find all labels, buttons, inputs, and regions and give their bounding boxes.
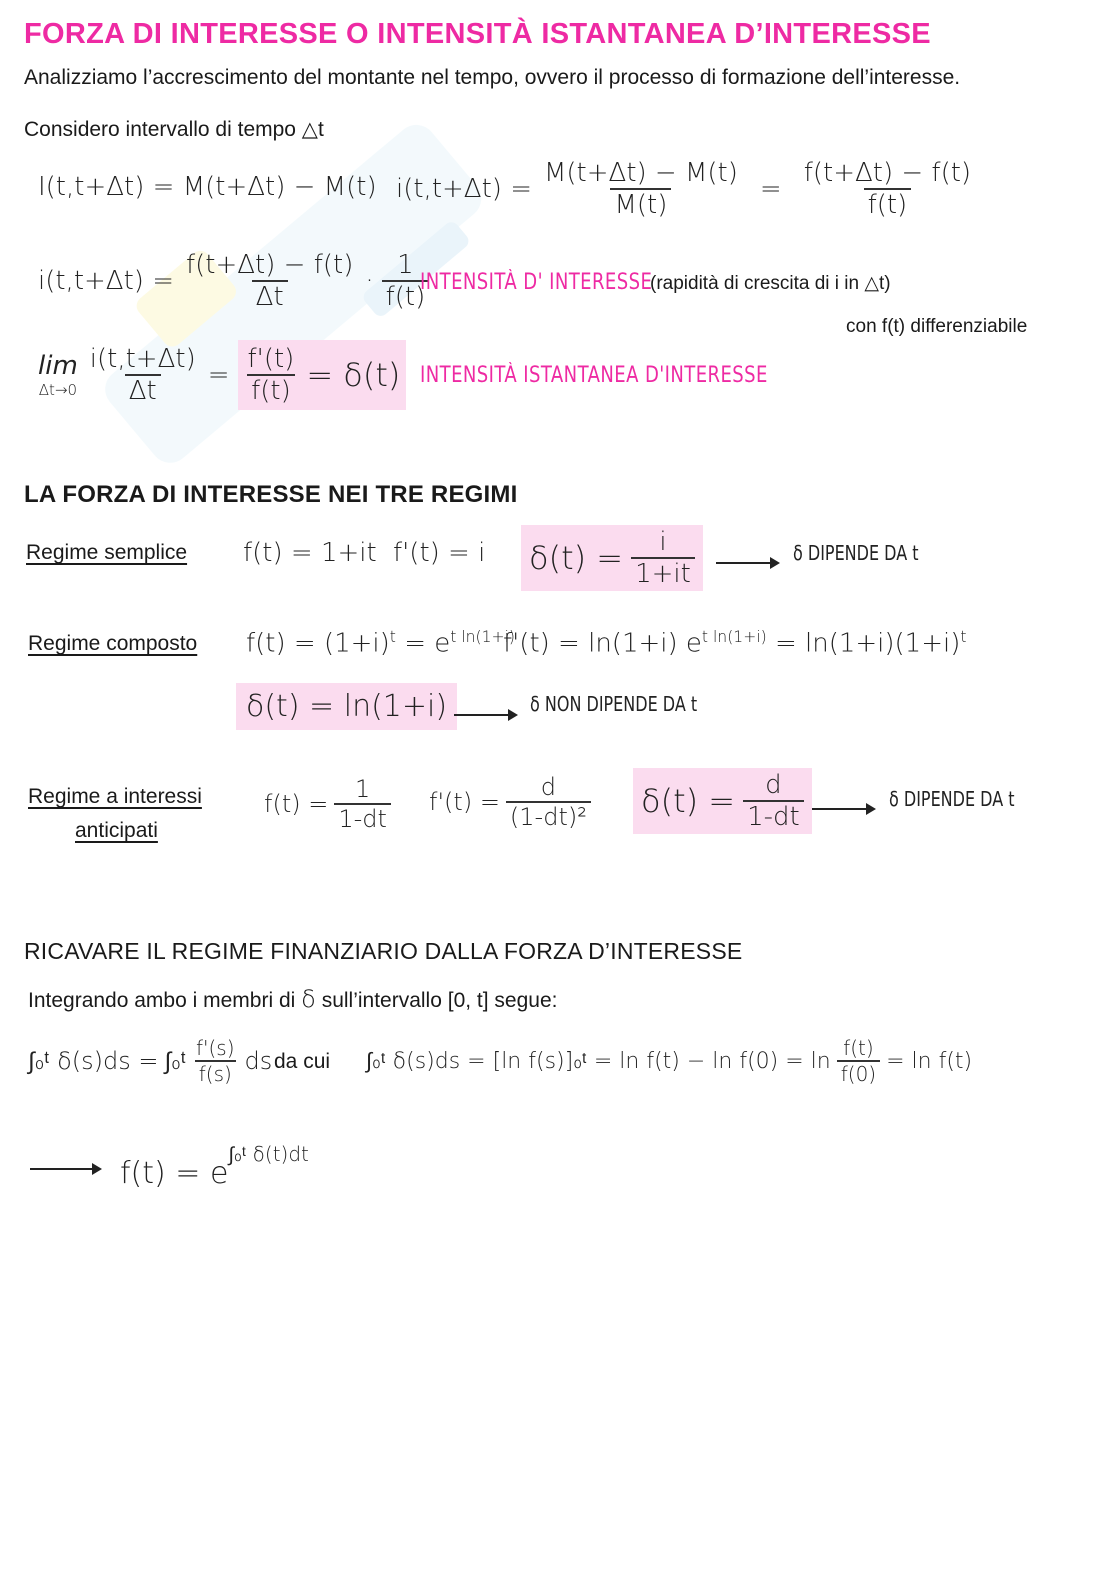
rs-fprime: f'(t) = i bbox=[393, 538, 486, 568]
eq-rate-lhs: i(t,t+Δt) = bbox=[38, 266, 174, 296]
fraction-denominator: M(t) bbox=[610, 188, 671, 220]
arrow-icon bbox=[30, 1160, 100, 1178]
highlight-ra-delta bbox=[633, 768, 812, 834]
fraction-numerator: i(t,t+Δt) bbox=[89, 344, 196, 374]
rc-f-exp-power: t ln(1+i) bbox=[450, 628, 516, 646]
rc-fprime bbox=[503, 628, 967, 659]
eq-rate-definition bbox=[396, 158, 975, 220]
int2-end: = ln f(t) bbox=[886, 1048, 973, 1074]
arrow-icon bbox=[454, 706, 516, 724]
eq-limit-fraction bbox=[86, 344, 200, 406]
fraction-numerator: d bbox=[540, 773, 556, 801]
int1-integral: ∫₀ᵗ bbox=[164, 1046, 186, 1075]
limit-word: lim bbox=[38, 351, 78, 381]
eq-fraction-delta bbox=[182, 250, 357, 312]
ra-fp-fraction bbox=[506, 773, 591, 831]
fraction-numerator: f'(s) bbox=[195, 1036, 235, 1060]
rc-f-base: f(t) = (1+i) bbox=[246, 628, 390, 659]
rc-fp-rhs-exponent: t bbox=[960, 628, 967, 646]
delta-lhs: δ(t) = bbox=[529, 539, 624, 577]
delta-result: = δ(t) bbox=[306, 356, 401, 394]
ra-fprime bbox=[429, 773, 591, 831]
rc-fp-exponent: t ln(1+i) bbox=[701, 628, 767, 646]
fraction-denominator: Δt bbox=[125, 374, 161, 406]
rc-dependence: δ NON DIPENDE DA t bbox=[530, 692, 698, 716]
integr-text-b: sull’intervallo [0, t] segue: bbox=[321, 989, 558, 1012]
ra-dependence: δ DIPENDE DA t bbox=[889, 787, 1015, 811]
fraction-denominator: f(t) bbox=[864, 188, 912, 220]
arrow-icon bbox=[812, 800, 874, 818]
fraction-numerator: 1 bbox=[354, 775, 371, 803]
rs-dependence: δ DIPENDE DA t bbox=[793, 541, 919, 565]
eq-interest-amount: I(t,t+Δt) = M(t+Δt) − M(t) bbox=[38, 172, 377, 202]
rc-fp-rhs: = ln(1+i)(1+i) bbox=[774, 628, 961, 659]
fraction-numerator: f'(t) bbox=[247, 344, 295, 374]
fraction-denominator: 1-dt bbox=[334, 803, 391, 833]
eq-derivative-fraction bbox=[244, 344, 299, 406]
da-cui-text: da cui bbox=[274, 1050, 331, 1073]
rc-f-exp-base: = e bbox=[404, 628, 451, 659]
regime-semplice-label: Regime semplice bbox=[26, 541, 188, 564]
fraction-denominator: 1-dt bbox=[743, 800, 804, 832]
regime-anticipati-label-2: anticipati bbox=[75, 819, 158, 842]
eq-limit bbox=[38, 340, 406, 410]
label-istantanea: INTENSITÀ ISTANTANEA D'INTERESSE bbox=[420, 363, 768, 388]
final-formula bbox=[120, 1142, 309, 1191]
fraction-denominator: 1+it bbox=[631, 557, 695, 589]
rs-delta-fraction bbox=[631, 527, 695, 589]
int2-fraction bbox=[837, 1036, 880, 1086]
fraction-numerator: f(t) bbox=[843, 1036, 874, 1060]
highlight-delta-definition bbox=[238, 340, 407, 410]
note-differenziabile: con f(t) differenziabile bbox=[846, 316, 1028, 337]
equals-sign: = bbox=[207, 360, 230, 390]
equals-sign: = bbox=[759, 174, 782, 204]
arrow-icon bbox=[716, 554, 778, 572]
fraction-denominator: Δt bbox=[252, 280, 288, 312]
integr-delta: δ bbox=[301, 985, 316, 1013]
dot-operator: · bbox=[365, 266, 374, 296]
limit-operator bbox=[38, 351, 78, 399]
page-title: FORZA DI INTERESSE O INTENSITÀ ISTANTANEA D’INTERESSE bbox=[24, 18, 931, 50]
ra-f bbox=[264, 775, 391, 833]
fraction-denominator: (1-dt)² bbox=[506, 801, 591, 831]
ra-f-lhs: f(t) = bbox=[264, 790, 329, 818]
fraction-denominator: f(t) bbox=[382, 280, 430, 312]
fraction-numerator: f(t+Δt) − f(t) bbox=[803, 158, 972, 188]
ra-f-fraction bbox=[334, 775, 391, 833]
final-f: f(t) = e bbox=[120, 1156, 229, 1191]
regime-composto-label: Regime composto bbox=[28, 632, 198, 655]
fraction-denominator: f(s) bbox=[195, 1060, 236, 1086]
section-title-ricavare: RICAVARE IL REGIME FINANZIARIO DALLA FORZA D’INTERESSE bbox=[24, 938, 743, 964]
fraction-denominator: f(0) bbox=[837, 1060, 880, 1086]
rs-f: f(t) = 1+it bbox=[243, 538, 377, 568]
int1-fraction bbox=[192, 1036, 239, 1086]
highlight-rc-delta: δ(t) = ln(1+i) bbox=[236, 683, 457, 730]
int1-lhs: ∫₀ᵗ δ(s)ds = bbox=[28, 1046, 159, 1075]
limit-subscript: Δt→0 bbox=[38, 381, 78, 399]
int2-chain: ∫₀ᵗ δ(s)ds = [ln f(s)]₀ᵗ = ln f(t) − ln f(0) = ln bbox=[366, 1049, 831, 1074]
eq-rate-fraction-f bbox=[800, 158, 975, 220]
eq-rate-fraction-m bbox=[540, 158, 742, 220]
intro-text: Analizziamo l’accrescimento del montante nel tempo, ovvero il processo di formazione dell’interesse. bbox=[24, 66, 961, 89]
note-rapidita: (rapidità di crescita di i in △t) bbox=[650, 273, 891, 294]
integr-text bbox=[28, 985, 557, 1013]
int2 bbox=[366, 1036, 972, 1086]
delta-lhs: δ(t) = bbox=[641, 782, 736, 820]
eq-rate-per-time bbox=[38, 250, 429, 312]
final-exponent: ∫₀ᵗ δ(t)dt bbox=[228, 1142, 309, 1166]
rc-fp-lhs: f'(t) = ln(1+i) e bbox=[503, 628, 702, 659]
section-title-regimi: LA FORZA DI INTERESSE NEI TRE REGIMI bbox=[24, 481, 518, 508]
ra-fp-lhs: f'(t) = bbox=[429, 788, 500, 816]
fraction-numerator: M(t+Δt) − M(t) bbox=[543, 158, 738, 188]
fraction-numerator: i bbox=[659, 527, 667, 557]
label-intensita: INTENSITÀ D' INTERESSE bbox=[420, 270, 653, 295]
fraction-denominator: f(t) bbox=[247, 374, 295, 406]
integr-text-a: Integrando ambo i membri di bbox=[28, 989, 296, 1012]
highlight-rs-delta bbox=[521, 525, 703, 591]
int1-ds: ds bbox=[244, 1047, 273, 1075]
regime-anticipati-label-1: Regime a interessi bbox=[28, 785, 202, 808]
int1 bbox=[28, 1036, 272, 1086]
fraction-numerator: 1 bbox=[397, 250, 414, 280]
ra-delta-fraction bbox=[743, 770, 804, 832]
consider-text: Considero intervallo di tempo △t bbox=[24, 118, 324, 141]
fraction-numerator: f(t+Δt) − f(t) bbox=[185, 250, 354, 280]
eq-rate-lhs: i(t,t+Δt) = bbox=[396, 174, 532, 204]
rc-f-exponent: t bbox=[389, 628, 396, 646]
fraction-numerator: d bbox=[765, 770, 782, 800]
rc-f bbox=[246, 628, 515, 659]
